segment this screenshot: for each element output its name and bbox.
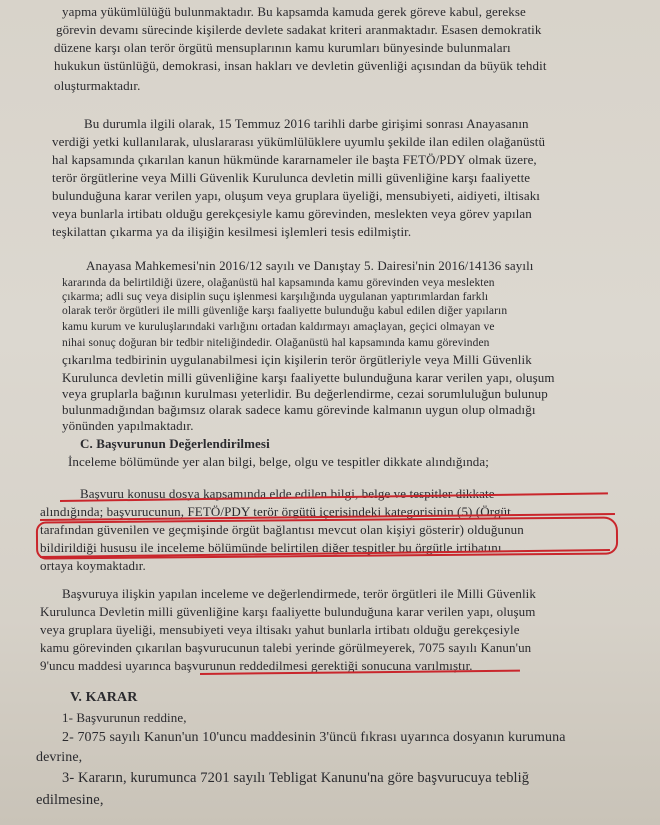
p1-line-3: düzene karşı olan terör örgütü mensuplarının kamu kurumları bünyesinde bulunmaları xyxy=(54,40,511,55)
p3-line-2: çıkarılma tedbirinin uygulanabilmesi için kişilerin terör örgütleriyle veya Milli Güvenlik xyxy=(62,352,532,367)
p5-line-4: kamu görevinden çıkarılan başvurucunun talebi yerinde görülmeyerek, 7075 sayılı Kanun'un xyxy=(40,640,532,655)
p3-line-4: veya gruplarla bağının kurulması yeterlidir. Bu değerlendirme, cezai sorumluluğun bulunup xyxy=(62,386,548,401)
p2-line-2: verdiği yetki kullanılarak, uluslararası yükümlülüklere uyumlu şekilde ilan edilen olağanüstü xyxy=(52,134,546,149)
decision-item-2-cont: devrine, xyxy=(36,750,83,765)
p2-line-4: terör örgütlerine veya Milli Güvenlik Kurulunca devletin milli güvenliğine karşı faaliyette xyxy=(52,170,531,185)
p5-line-5: 9'uncu maddesi uyarınca başvurunun reddedilmesi gerektiği sonucuna varılmıştır. xyxy=(40,658,473,673)
p4-line-4: bildirildiği hususu ile inceleme bölümünde belirtilen diğer tespitler bu örgütle irtibatını xyxy=(40,540,502,555)
section-v-title: V. KARAR xyxy=(70,690,138,705)
p4-line-3: tarafından güvenilen ve geçmişinde örgüt bağlantısı mevcut olan kişiyi gösterir) olduğunun xyxy=(40,522,524,537)
decision-item-3-cont: edilmesine, xyxy=(36,792,104,808)
p1-line-1: yapma yükümlülüğü bulunmaktadır. Bu kapsamda kamuda gerek göreve kabul, gerekse xyxy=(62,4,526,19)
section-c-intro: İnceleme bölümünde yer alan bilgi, belge, olgu ve tespitler dikkate alındığında; xyxy=(68,454,489,469)
p3-small-line-3: olarak terör örgütleri ile milli güvenliğe karşı faaliyette bulunduğu kabul edilen diğer yapıların xyxy=(62,305,508,317)
p4-line-5: ortaya koymaktadır. xyxy=(40,558,146,573)
p1-line-2: görevin devamı sürecinde kişilerde devlete sadakat kriteri aranmaktadır. Esasen demokratik xyxy=(56,22,542,37)
p4-line-2: alındığında; başvurucunun, FETÖ/PDY terör örgütü içerisindeki kategorisinin (5) (Örgüt xyxy=(40,504,511,519)
p4-line-1: Başvuru konusu dosya kapsamında elde edilen bilgi, belge ve tespitler dikkate xyxy=(80,486,495,501)
p2-line-6: veya bunlarla irtibatı olduğu gerekçesiyle kamu görevinden, meslekten veya görev yapılan xyxy=(52,206,532,221)
p3-small-line-1: kararında da belirtildiği üzere, olağanüstü hal kapsamında kamu görevinden veya meslekten xyxy=(62,277,495,289)
p2-line-3: hal kapsamında çıkarılan kanun hükmünde kararnameler ile başta FETÖ/PDY olmak üzere, xyxy=(52,152,537,167)
p2-line-5: bulunduğuna karar verilen yapı, oluşum veya gruplara üyeliği, mensubiyeti, aidiyeti, iltisakı xyxy=(52,188,541,203)
p3-line-3: Kurulunca devletin milli güvenliğine karşı faaliyette bulunduğuna karar verilen yapı, oluşum xyxy=(62,370,555,385)
p5-line-1: Başvuruya ilişkin yapılan inceleme ve değerlendirmede, terör örgütleri ile Milli Güvenlik xyxy=(62,586,536,601)
p2-line-7: teşkilattan çıkarma ya da ilişiğin kesilmesi işlemleri tesis edilmiştir. xyxy=(52,224,412,239)
decision-item-2: 2- 7075 sayılı Kanun'un 10'uncu maddesinin 3'üncü fıkrası uyarınca dosyanın kurumuna xyxy=(62,730,566,745)
decision-item-1: 1- Başvurunun reddine, xyxy=(62,710,187,725)
section-c-title: C. Başvurunun Değerlendirilmesi xyxy=(80,436,270,451)
p3-line-1: Anayasa Mahkemesi'nin 2016/12 sayılı ve Danıştay 5. Dairesi'nin 2016/14136 sayılı xyxy=(86,258,534,273)
p3-small-line-5: nihai sonuç doğuran bir tedbir niteliğindedir. Olağanüstü hal kapsamında kamu görevinden xyxy=(62,337,490,349)
p5-line-2: Kurulunca Devletin milli güvenliğine karşı faaliyette bulunduğuna karar verilen yapı, oluşum xyxy=(40,604,536,619)
p3-line-5: bulunmadığından bağımsız olarak sadece kamu görevinde kalmanın uygun olup olmadığı xyxy=(62,402,536,417)
p2-line-1: Bu durumla ilgili olarak, 15 Temmuz 2016 tarihli darbe girişimi sonrası Anayasanın xyxy=(84,116,529,131)
decision-item-3: 3- Kararın, kurumunca 7201 sayılı Tebligat Kanunu'na göre başvurucuya tebliğ xyxy=(62,770,530,786)
p1-line-5: oluşturmaktadır. xyxy=(54,78,141,93)
p3-small-line-4: kamu kurum ve kuruluşlarındaki varlığını ortadan kaldırmayı amaçlayan, geçici olmayan ve xyxy=(62,321,495,333)
p3-small-line-2: çıkarma; adli suç veya disiplin suçu işlenmesi karşılığında uygulanan yaptırımlardan farklı xyxy=(62,291,489,303)
p1-line-4: hukukun üstünlüğü, demokrasi, insan hakları ve devletin güvenliği açısından da büyük tehdit xyxy=(54,58,547,73)
p3-line-6: yönünden yapılmaktadır. xyxy=(62,418,194,433)
p5-line-3: veya gruplara üyeliği, mensubiyeti veya iltisakı yahut bunlarla irtibatı olduğu gerekçesiyle xyxy=(40,622,520,637)
